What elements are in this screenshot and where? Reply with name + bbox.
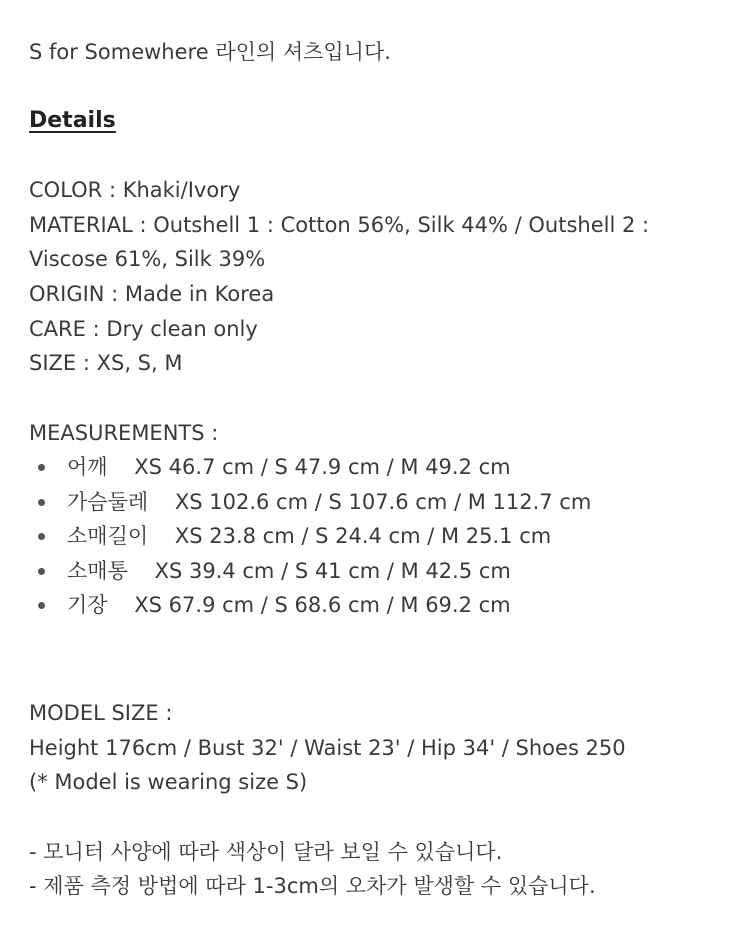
size-line: SIZE : XS, S, M — [29, 351, 183, 375]
measurement-values: XS 102.6 cm / S 107.6 cm / M 112.7 cm — [174, 490, 592, 514]
measurement-name: 기장 — [67, 593, 108, 617]
bullet — [38, 568, 45, 575]
model-note: (* Model is wearing size S) — [29, 770, 308, 794]
measurement-name: 소매길이 — [67, 524, 149, 548]
list-item — [67, 561, 511, 582]
material-line-1: MATERIAL : Outshell 1 : Cotton 56%, Silk 44% / Outshell 2 : — [29, 213, 650, 237]
bullet — [38, 602, 45, 609]
origin-line: ORIGIN : Made in Korea — [29, 282, 275, 306]
notice-color: - 모니터 사양에 따라 색상이 달라 보일 수 있습니다. — [29, 840, 503, 864]
bullet — [38, 499, 45, 506]
material-line-2: Viscose 61%, Silk 39% — [29, 247, 266, 271]
details-heading: Details — [29, 108, 116, 133]
notice-measurement: - 제품 측정 방법에 따라 1-3cm의 오차가 발생할 수 있습니다. — [29, 874, 596, 898]
list-item — [67, 595, 511, 616]
measurement-name: 가슴둘레 — [67, 490, 149, 514]
measurement-name: 어깨 — [67, 455, 108, 479]
list-item — [67, 492, 591, 513]
list-item — [67, 526, 551, 547]
color-line: COLOR : Khaki/Ivory — [29, 178, 241, 202]
measurement-values: XS 67.9 cm / S 68.6 cm / M 69.2 cm — [134, 593, 511, 617]
intro-text: S for Somewhere 라인의 셔츠입니다. — [29, 40, 391, 64]
model-size-heading: MODEL SIZE : — [29, 701, 173, 725]
measurement-values: XS 46.7 cm / S 47.9 cm / M 49.2 cm — [134, 455, 511, 479]
bullet — [38, 533, 45, 540]
care-line: CARE : Dry clean only — [29, 317, 258, 341]
measurement-values: XS 39.4 cm / S 41 cm / M 42.5 cm — [154, 559, 511, 583]
model-stats: Height 176cm / Bust 32' / Waist 23' / Hip 34' / Shoes 250 — [29, 736, 626, 760]
bullet — [38, 464, 45, 471]
list-item — [67, 457, 511, 478]
measurement-name: 소매통 — [67, 559, 128, 583]
measurement-values: XS 23.8 cm / S 24.4 cm / M 25.1 cm — [174, 524, 552, 548]
measurements-heading: MEASUREMENTS : — [29, 421, 219, 445]
